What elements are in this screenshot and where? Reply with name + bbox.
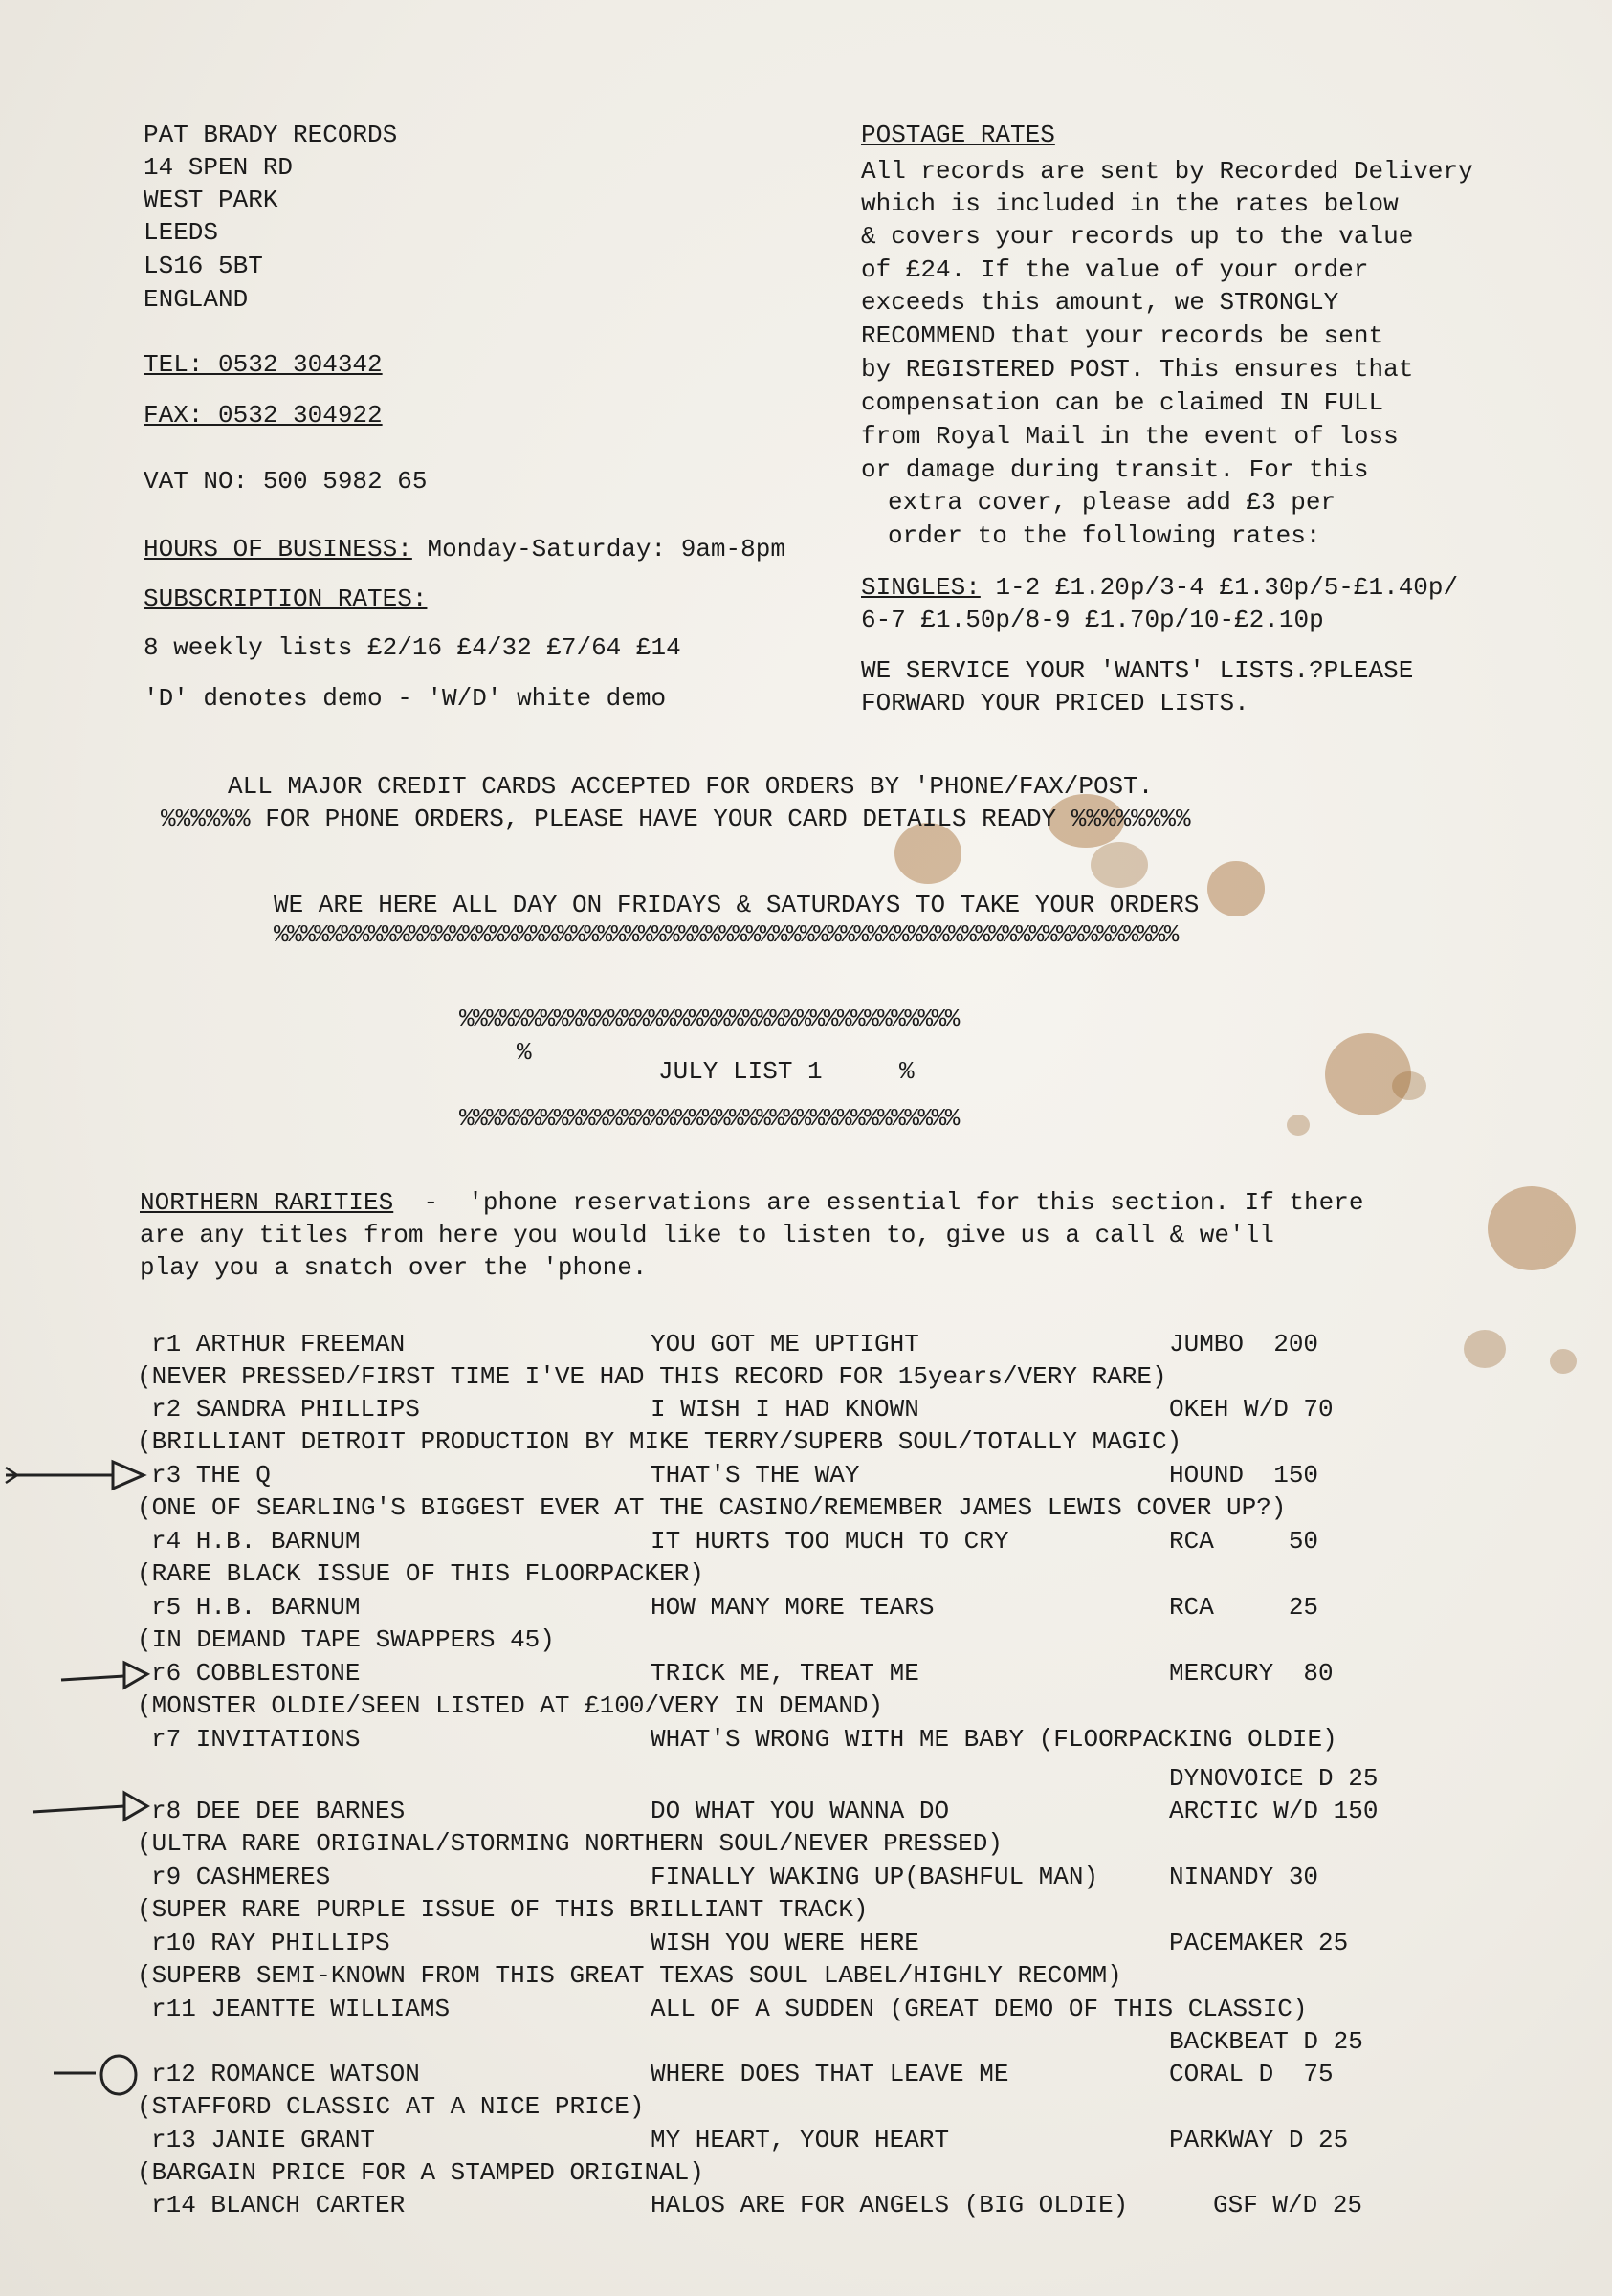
coffee-stain — [1464, 1330, 1506, 1368]
record-title: I WISH I HAD KNOWN — [651, 1395, 919, 1424]
record-note: (BARGAIN PRICE FOR A STAMPED ORIGINAL) — [137, 2158, 704, 2187]
record-note: (ULTRA RARE ORIGINAL/STORMING NORTHERN SOUL/NEVER PRESSED) — [137, 1829, 1003, 1858]
record-note: (IN DEMAND TAPE SWAPPERS 45) — [137, 1625, 555, 1654]
postage-line: exceeds this amount, we STRONGLY — [861, 288, 1339, 317]
banner-rule-bottom: %%%%%%%%%%%%%%%%%%%%%%%%%%%%%%%%%%%%% — [459, 1104, 959, 1133]
postage-line: order to the following rates: — [888, 521, 1321, 550]
postage-line: which is included in the rates below — [861, 189, 1399, 218]
record-note: (NEVER PRESSED/FIRST TIME I'VE HAD THIS RECORD FOR 15years/VERY RARE) — [137, 1362, 1167, 1391]
record-artist: r1 ARTHUR FREEMAN — [151, 1330, 406, 1358]
record-label-price: HOUND 150 — [1169, 1461, 1319, 1490]
record-note: (MONSTER OLDIE/SEEN LISTED AT £100/VERY IN DEMAND) — [137, 1691, 884, 1720]
demo-note: 'D' denotes demo - 'W/D' white demo — [144, 684, 667, 713]
postage-line: All records are sent by Recorded Delivery — [861, 157, 1473, 186]
record-title: IT HURTS TOO MUCH TO CRY — [651, 1527, 1009, 1556]
record-label-price: RCA 50 — [1169, 1527, 1319, 1556]
record-note: (ONE OF SEARLING'S BIGGEST EVER AT THE CASINO/REMEMBER JAMES LEWIS COVER UP?) — [137, 1493, 1287, 1522]
handwritten-arrow-icon — [57, 1655, 153, 1693]
record-title: ALL OF A SUDDEN (GREAT DEMO OF THIS CLASSIC) — [651, 1995, 1308, 2023]
postage-line: from Royal Mail in the event of loss — [861, 422, 1399, 451]
record-label-price: RCA 25 — [1169, 1593, 1319, 1622]
record-artist: r7 INVITATIONS — [151, 1725, 361, 1754]
record-label-price: GSF W/D 25 — [1213, 2191, 1363, 2219]
record-title: HOW MANY MORE TEARS — [651, 1593, 935, 1622]
list-title: JULY LIST 1 — [658, 1057, 823, 1086]
record-title: HALOS ARE FOR ANGELS (BIG OLDIE) — [651, 2191, 1129, 2219]
section-intro — [140, 1186, 1363, 1219]
record-artist: r14 BLANCH CARTER — [151, 2191, 406, 2219]
percent-rule: %%%%%%%%%%%%%%%%%%%%%%%%%%%%%%%%%%%%%%%%%%%%%%%%%%%%%%%%%%%%%%%%%%% — [274, 920, 1178, 949]
postage-line: by REGISTERED POST. This ensures that — [861, 355, 1414, 384]
record-artist: r6 COBBLESTONE — [151, 1659, 361, 1688]
postage-line: or damage during transit. For this — [861, 455, 1369, 484]
coffee-stain — [1550, 1349, 1577, 1374]
record-label-price: CORAL D 75 — [1169, 2060, 1334, 2088]
singles-rates-line1: 1-2 £1.20p/3-4 £1.30p/5-£1.40p/ — [995, 573, 1459, 602]
record-note: (RARE BLACK ISSUE OF THIS FLOORPACKER) — [137, 1559, 704, 1588]
wants-notice-line2: FORWARD YOUR PRICED LISTS. — [861, 689, 1249, 718]
subscription-label: SUBSCRIPTION RATES: — [144, 585, 428, 613]
phone-order-notice: %%%%%% FOR PHONE ORDERS, PLEASE HAVE YOUR CARD DETAILS READY %%%%%%%% — [161, 805, 1191, 833]
record-label-price: MERCURY 80 — [1169, 1659, 1334, 1688]
banner-mark-right: % — [899, 1057, 915, 1086]
vat-number: VAT NO: 500 5982 65 — [144, 467, 428, 496]
record-label-price: PACEMAKER 25 — [1169, 1929, 1349, 1957]
postage-line: extra cover, please add £3 per — [888, 488, 1336, 517]
section-intro-line1: 'phone reservations are essential for this section. If there — [468, 1188, 1364, 1217]
record-label-price: JUMBO 200 — [1169, 1330, 1319, 1358]
address-city: LEEDS — [144, 218, 219, 247]
record-label-price: OKEH W/D 70 — [1169, 1395, 1334, 1424]
banner-rule-top: %%%%%%%%%%%%%%%%%%%%%%%%%%%%%%%%%%%%% — [459, 1004, 959, 1033]
record-title: TRICK ME, TREAT ME — [651, 1659, 919, 1688]
address-postcode: LS16 5BT — [144, 252, 263, 280]
record-title: THAT'S THE WAY — [651, 1461, 860, 1490]
coffee-stain — [1392, 1071, 1426, 1100]
record-artist: r8 DEE DEE BARNES — [151, 1797, 406, 1825]
subscription-rates: 8 weekly lists £2/16 £4/32 £7/64 £14 — [144, 633, 681, 662]
company-name: PAT BRADY RECORDS — [144, 121, 398, 149]
record-artist: r2 SANDRA PHILLIPS — [151, 1395, 420, 1424]
handwritten-circle-icon — [48, 2052, 153, 2100]
record-note: (BRILLIANT DETROIT PRODUCTION BY MIKE TERRY/SUPERB SOUL/TOTALLY MAGIC) — [137, 1427, 1182, 1456]
business-hours — [144, 533, 785, 565]
record-artist: r5 H.B. BARNUM — [151, 1593, 361, 1622]
coffee-stain — [1207, 861, 1265, 916]
wants-notice: WE SERVICE YOUR 'WANTS' LISTS.?PLEASE — [861, 656, 1414, 685]
record-label-price: PARKWAY D 25 — [1169, 2126, 1349, 2154]
section-dash: - — [423, 1188, 439, 1217]
singles-label: SINGLES: — [861, 573, 981, 602]
record-label-price: NINANDY 30 — [1169, 1863, 1319, 1891]
record-label-price: BACKBEAT D 25 — [1169, 2027, 1363, 2056]
handwritten-arrow-icon — [29, 1787, 153, 1825]
record-title: FINALLY WAKING UP(BASHFUL MAN) — [651, 1863, 1099, 1891]
address-country: ENGLAND — [144, 285, 249, 314]
singles-rates — [861, 571, 1458, 604]
postage-line: RECOMMEND that your records be sent — [861, 321, 1384, 350]
credit-card-notice: ALL MAJOR CREDIT CARDS ACCEPTED FOR ORDERS BY 'PHONE/FAX/POST. — [228, 772, 1154, 801]
postage-line: & covers your records up to the value — [861, 222, 1414, 251]
fax-number: FAX: 0532 304922 — [144, 401, 383, 430]
record-artist: r9 CASHMERES — [151, 1863, 331, 1891]
record-title: DO WHAT YOU WANNA DO — [651, 1797, 950, 1825]
address-street: 14 SPEN RD — [144, 153, 294, 182]
record-title: WISH YOU WERE HERE — [651, 1929, 919, 1957]
record-artist: r10 RAY PHILLIPS — [151, 1929, 390, 1957]
record-artist: r3 THE Q — [151, 1461, 271, 1490]
record-title: YOU GOT ME UPTIGHT — [651, 1330, 919, 1358]
singles-rates-line2: 6-7 £1.50p/8-9 £1.70p/10-£2.10p — [861, 606, 1324, 634]
banner-mark-left: % — [517, 1038, 532, 1067]
record-label-price: ARCTIC W/D 150 — [1169, 1797, 1379, 1825]
section-heading: NORTHERN RARITIES — [140, 1188, 394, 1217]
record-note: (STAFFORD CLASSIC AT A NICE PRICE) — [137, 2092, 645, 2121]
coffee-stain — [1091, 842, 1148, 888]
hours-label: HOURS OF BUSINESS: — [144, 535, 412, 563]
section-intro-line3: play you a snatch over the 'phone. — [140, 1253, 648, 1282]
postage-line: of £24. If the value of your order — [861, 255, 1369, 284]
record-note: (SUPERB SEMI-KNOWN FROM THIS GREAT TEXAS SOUL LABEL/HIGHLY RECOMM) — [137, 1961, 1122, 1990]
record-artist: r4 H.B. BARNUM — [151, 1527, 361, 1556]
address-area: WEST PARK — [144, 186, 278, 214]
record-title: WHAT'S WRONG WITH ME BABY (FLOORPACKING OLDIE) — [651, 1725, 1337, 1754]
postage-line: compensation can be claimed IN FULL — [861, 388, 1384, 417]
record-note: (SUPER RARE PURPLE ISSUE OF THIS BRILLIANT TRACK) — [137, 1895, 869, 1924]
coffee-stain — [1488, 1186, 1576, 1270]
coffee-stain — [1287, 1115, 1310, 1136]
record-artist: r13 JANIE GRANT — [151, 2126, 376, 2154]
postage-title: POSTAGE RATES — [861, 121, 1055, 149]
record-title: WHERE DOES THAT LEAVE ME — [651, 2060, 1009, 2088]
handwritten-arrow-icon — [0, 1454, 153, 1492]
fridays-notice: WE ARE HERE ALL DAY ON FRIDAYS & SATURDAYS TO TAKE YOUR ORDERS — [274, 891, 1200, 919]
record-title: MY HEART, YOUR HEART — [651, 2126, 950, 2154]
record-artist: r12 ROMANCE WATSON — [151, 2060, 420, 2088]
telephone-number: TEL: 0532 304342 — [144, 350, 383, 379]
section-intro-line2: are any titles from here you would like to listen to, give us a call & we'll — [140, 1221, 1274, 1249]
record-label-price: DYNOVOICE D 25 — [1169, 1764, 1379, 1793]
hours-value: Monday-Saturday: 9am-8pm — [427, 535, 785, 563]
record-artist: r11 JEANTTE WILLIAMS — [151, 1995, 451, 2023]
